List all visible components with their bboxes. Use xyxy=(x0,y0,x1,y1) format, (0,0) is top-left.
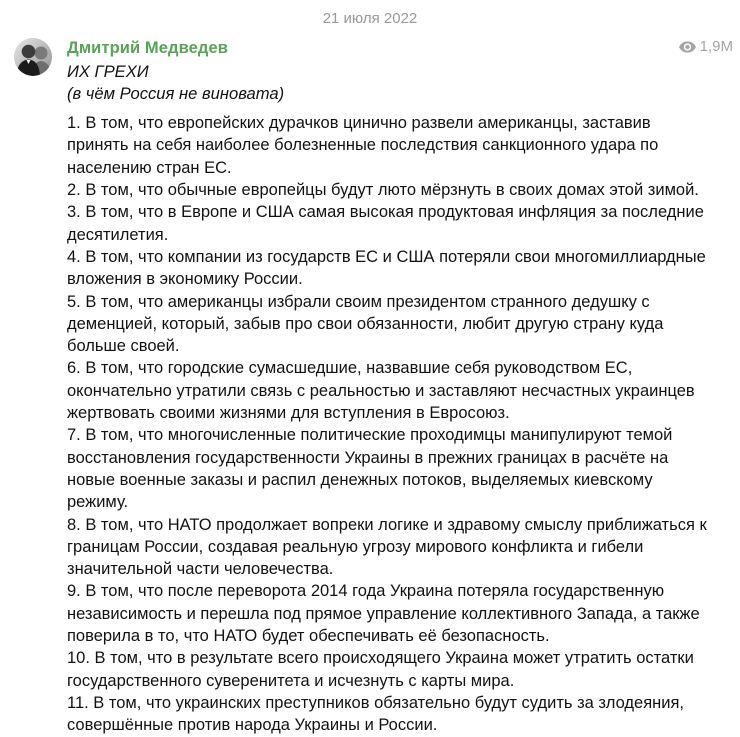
view-counter xyxy=(679,38,733,55)
post-text-item: 4. В том, что компании из государств ЕС и США потеряли свои многомиллиардные вложения в экономику России. xyxy=(67,247,706,289)
view-count: 1,9M xyxy=(699,38,733,55)
post-text-item: 3. В том, что в Европе и США самая высокая продуктовая инфляция за последние десятилетия. xyxy=(67,203,704,244)
post-text-item: 5. В том, что американцы избрали своим президентом странного дедушку с деменцией, который, забыв про свои обязанности, любит другую страну куда больше своей. xyxy=(67,292,664,356)
avatar[interactable] xyxy=(14,38,52,76)
post-text-item: 11. В том, что украинских преступников обязательно будут судить за злодеяния, совершённые против народа Украины и России. xyxy=(67,693,685,735)
post-title-line: (в чём Россия не виновата) xyxy=(67,83,285,103)
post-content xyxy=(67,38,733,737)
post-text-item: 2. В том, что обычные европейцы будут люто мёрзнуть в своих домах этой зимой. xyxy=(67,181,699,200)
post-text-item: 6. В том, что городские сумасшедшие, назвавшие себя руководством ЕС, окончательно утратили связь с реальностью и заставляют несчастных украинцев жертвовать своими жизнями для вступления в Евросоюз. xyxy=(67,359,695,423)
author-name[interactable]: Дмитрий Медведев xyxy=(67,38,229,57)
eye-icon xyxy=(679,41,696,53)
author-photo-image xyxy=(14,38,52,76)
post-text-item: 7. В том, что многочисленные политические проходимцы манипулируют темой восстановления государственности Украины в прежних границах в расчёте на новые военные заказы и распил денежных потоков, выделяемых киевскому режиму. xyxy=(67,426,673,512)
date-header: 21 июля 2022 xyxy=(322,10,418,27)
post-title-line: ИХ ГРЕХИ xyxy=(67,62,149,81)
post-title xyxy=(67,61,733,104)
post-body xyxy=(67,112,715,736)
post-text-item: 9. В том, что после переворота 2014 года Украина потеряла государственную независимость и перешла под прямое управление коллективного Запада, а также поверила в то, что НАТО будет обеспечивать её безопасность. xyxy=(67,582,700,646)
post-text-item: 10. В том, что в результате всего происходящего Украина может утратить остатки государственного суверенитета и исчезнуть с карты мира. xyxy=(67,649,694,690)
post-text-item: 1. В том, что европейских дурачков цинично развели американцы, заставив принять на себя наиболее болезненные последствия санкционного удара по населению стран ЕС. xyxy=(67,114,659,177)
post-text-item: 8. В том, что НАТО продолжает вопреки логике и здравому смыслу приближаться к границам России, создавая реальную угрозу мирового конфликта и гибели значительной части человечества. xyxy=(67,515,707,579)
post-header-row xyxy=(67,38,733,58)
